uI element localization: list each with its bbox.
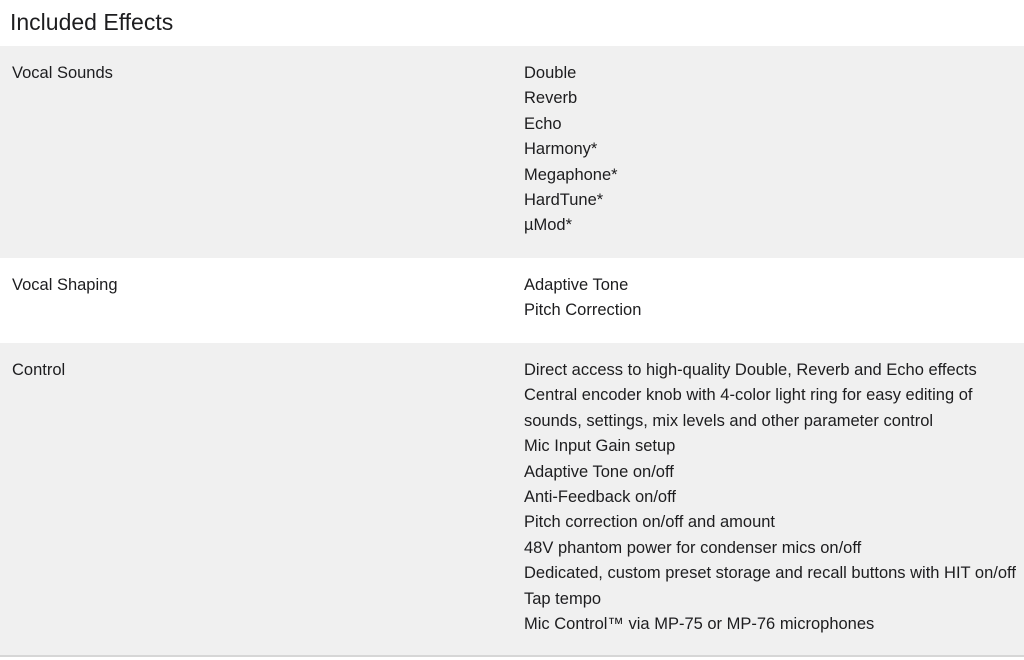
spec-value: Echo [524,114,562,133]
spec-value: Central encoder knob with 4-color light ring for easy editing of sounds, settings, mix levels and other parameter control [524,386,973,430]
spec-value: Mic Input Gain setup [524,437,676,456]
spec-value: Direct access to high-quality Double, Reverb and Echo effects [524,361,977,379]
spec-value: Double [524,64,577,82]
spec-value: Dedicated, custom preset storage and recall buttons with HIT on/off [524,564,1016,583]
section-title: Included Effects [10,9,174,35]
spec-value: Pitch Correction [524,301,642,320]
spec-label: Vocal Sounds [12,64,113,82]
spec-row-vocal-shaping [0,258,1024,343]
spec-value: Megaphone* [524,165,618,184]
spec-value: Anti-Feedback on/off [524,488,676,507]
spec-value: HardTune* [524,191,604,210]
spec-value: Tap tempo [524,589,602,608]
spec-label: Vocal Shaping [12,276,118,294]
spec-value: 48V phantom power for condenser mics on/off [524,538,862,557]
spec-value: µMod* [524,216,573,235]
spec-values [524,61,1024,258]
spec-row-vocal-sounds [0,46,1024,258]
spec-value: Pitch correction on/off and amount [524,513,776,532]
spec-value: Reverb [524,89,578,108]
spec-value: Mic Control™ via MP-75 or MP-76 microphones [524,615,875,634]
spec-table [0,46,1024,657]
spec-values [524,273,1024,343]
spec-value: Harmony* [524,140,598,159]
spec-label: Control [12,361,66,379]
spec-value: Adaptive Tone on/off [524,462,674,481]
spec-values [524,358,1024,655]
spec-row-control [0,343,1024,657]
spec-value: Adaptive Tone [524,276,629,294]
